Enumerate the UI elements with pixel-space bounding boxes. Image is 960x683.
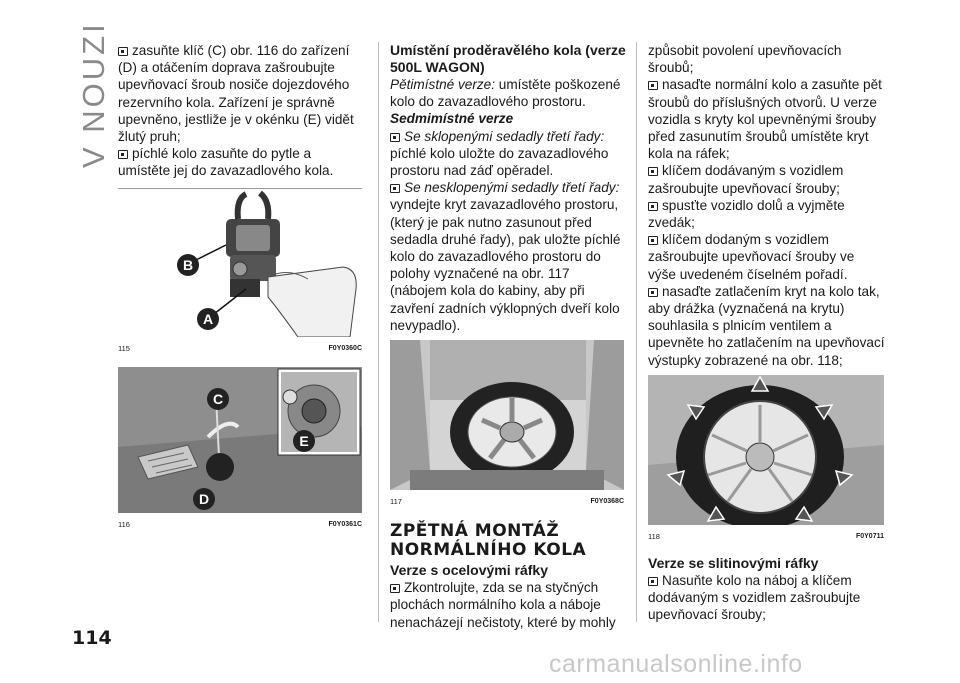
callout-label: E — [299, 432, 309, 449]
bullet-paragraph: spusťte vozidlo dolů a vyjměte zvedák; — [648, 197, 845, 231]
bullet-icon — [390, 584, 400, 593]
paragraph: způsobit povolení upevňovacích šroubů; — [648, 43, 842, 76]
bullet-paragraph: nasaďte normální kolo a zasuňte pět šroubů do příslušných otvorů. U verze vozidla s kryty kol upevněnými šrouby před zasunutím šroubů umístěte kryt kola na ráfek; — [648, 77, 882, 162]
figure-caption: 118 F0Y0711 — [648, 531, 884, 541]
figure-116-image — [118, 367, 362, 513]
watermark: carmanualsonline.info — [549, 650, 803, 678]
bullet-icon — [648, 202, 658, 211]
bullet-icon — [648, 288, 658, 297]
column-divider — [636, 42, 637, 622]
page-number: 114 — [72, 627, 112, 649]
bullet-icon — [648, 577, 658, 586]
bullet-icon — [648, 167, 658, 176]
callout-label: C — [212, 390, 224, 407]
column-1 — [118, 42, 364, 533]
figure-caption: 116 F0Y0361C — [118, 519, 362, 529]
column-3 — [648, 42, 886, 624]
bullet-icon — [390, 133, 400, 142]
figure-caption: 115 F0Y0360C — [118, 343, 362, 353]
figure-118-image — [648, 375, 884, 525]
section-title: ZPĚTNÁ MONTÁŽ — [390, 521, 560, 542]
bullet-icon — [118, 150, 128, 159]
bullet-paragraph: píchlé kolo zasuňte do pytle a umístěte jej do zavazadlového kola. — [118, 146, 334, 179]
bullet-paragraph: Se nesklopenými sedadly třetí řady: vyndejte kryt zavazadlového prostoru, (který je pak nutno zasunout před sedadla druhé řady), pak uložte píchlé kolo do zavazadlového prostoru do polohy vyznačené na obr. 117 (nábojem kola do kabiny, aby při zavření zadních výklopných dveří kolo nevypadlo). — [390, 180, 621, 333]
bullet-icon — [648, 81, 658, 90]
bullet-paragraph: Se sklopenými sedadly třetí řady: píchlé kolo uložte do zavazadlového prostoru nad záď opěradel. — [390, 128, 609, 179]
column-divider — [378, 42, 379, 622]
bullet-icon — [118, 47, 128, 56]
section-tab-label: V NOUZI — [76, 21, 111, 168]
bullet-icon — [390, 184, 400, 193]
paragraph: Pětimístné verze: umístěte poškozené kolo do zavazadlového prostoru. — [390, 77, 621, 110]
bullet-paragraph: nasaďte zatlačením kryt na kolo tak, aby drážka (vyznačená na krytu) souhlasila s plnicím ventilem a upevněte ho zatlačením na upevňovací výstupky zobrazené na obr. 118; — [648, 283, 885, 368]
figure-116 — [118, 367, 362, 533]
column-2 — [390, 42, 626, 631]
section-title: NORMÁLNÍHO KOLA — [390, 540, 587, 561]
subheading: Sedmimístné verze — [390, 111, 514, 127]
figure-115-image — [118, 189, 362, 337]
bullet-paragraph: zasuňte klíč (C) obr. 116 do zařízení (D) a otáčením doprava zašroubujte upevňovací šroub nosiče dojezdového rezervního kola. Zařízení je správně upevněno, jestliže je v okénku (E) vidět žlutý pruh; — [118, 43, 354, 145]
bullet-icon — [648, 236, 658, 245]
callout-label: A — [202, 310, 214, 327]
figure-115 — [118, 188, 362, 357]
callout-label: D — [198, 490, 210, 507]
bullet-paragraph: klíčem dodávaným s vozidlem zašroubujte upevňovací šrouby; — [648, 163, 844, 196]
subheading: Verze s ocelovými ráfky — [390, 562, 548, 579]
figure-caption: 117 F0Y0368C — [390, 497, 624, 507]
bullet-paragraph: Nasuňte kolo na náboj a klíčem dodávaným s vozidlem zašroubujte upevňovací šrouby; — [648, 573, 861, 623]
figure-118 — [648, 375, 884, 545]
section-heading: Umístění proděravělého kola (verze 500L WAGON) — [390, 42, 626, 75]
bullet-paragraph: Zkontrolujte, zda se na styčných plochách normálního kola a náboje nenacházejí nečistoty, které by mohly — [390, 580, 616, 630]
figure-117-image — [390, 340, 624, 490]
subheading: Verze se slitinovými ráfky — [648, 555, 819, 572]
bullet-paragraph: klíčem dodaným s vozidlem zašroubujte upevňovací šrouby ve výše uvedeném číselném pořadí. — [648, 232, 855, 282]
section-tab — [70, 18, 110, 178]
callout-label: B — [182, 256, 194, 273]
figure-117 — [390, 340, 624, 510]
